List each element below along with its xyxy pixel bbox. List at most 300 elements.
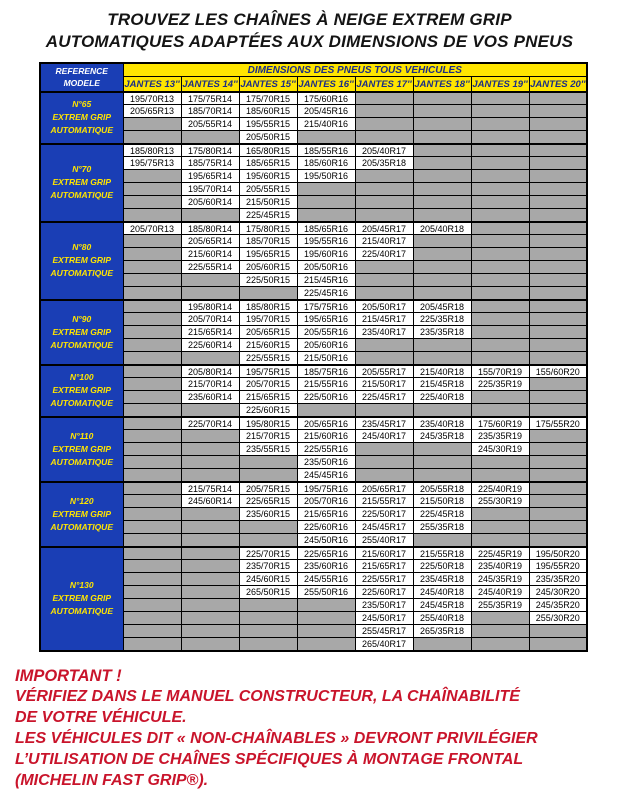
- tire-size-cell: 185/80R13: [123, 144, 181, 157]
- empty-cell: [471, 534, 529, 547]
- tire-size-cell: 215/70R14: [181, 378, 239, 391]
- empty-cell: [123, 586, 181, 599]
- table-row: [40, 196, 587, 209]
- tire-size-cell: 205/65R15: [239, 326, 297, 339]
- empty-cell: [239, 469, 297, 482]
- notice-line: VÉRIFIEZ DANS LE MANUEL CONSTRUCTEUR, LA CHAÎNABILITÉ: [15, 688, 520, 706]
- empty-cell: [529, 391, 587, 404]
- empty-cell: [181, 612, 239, 625]
- empty-cell: [297, 638, 355, 651]
- empty-cell: [355, 170, 413, 183]
- tire-size-cell: 215/50R16: [297, 352, 355, 365]
- empty-cell: [471, 274, 529, 287]
- empty-cell: [471, 638, 529, 651]
- tire-size-cell: 205/55R17: [355, 365, 413, 378]
- empty-cell: [529, 638, 587, 651]
- tire-size-cell: 155/70R19: [471, 365, 529, 378]
- tire-size-cell: 235/40R18: [413, 417, 471, 430]
- tire-size-cell: 215/70R15: [239, 430, 297, 443]
- empty-cell: [471, 157, 529, 170]
- empty-cell: [239, 599, 297, 612]
- empty-cell: [529, 248, 587, 261]
- empty-cell: [239, 625, 297, 638]
- tire-size-cell: 205/65R16: [297, 417, 355, 430]
- tire-size-cell: 185/65R16: [297, 222, 355, 235]
- table-body: [40, 92, 587, 651]
- tire-size-cell: 215/50R17: [355, 378, 413, 391]
- empty-cell: [471, 248, 529, 261]
- tire-size-cell: 245/30R19: [471, 443, 529, 456]
- table-row: [40, 625, 587, 638]
- table-row: [40, 560, 587, 573]
- tire-size-cell: 225/40R17: [355, 248, 413, 261]
- notice-line: L’UTILISATION DE CHAÎNES SPÉCIFIQUES À MONTAGE FRONTAL: [15, 750, 524, 768]
- table-row: [40, 118, 587, 131]
- empty-cell: [529, 287, 587, 300]
- tire-size-cell: 255/35R19: [471, 599, 529, 612]
- tire-size-cell: 225/70R15: [239, 547, 297, 560]
- tire-size-cell: 185/75R14: [181, 157, 239, 170]
- empty-cell: [123, 534, 181, 547]
- empty-cell: [413, 287, 471, 300]
- empty-cell: [529, 183, 587, 196]
- tire-size-cell: 205/40R18: [413, 222, 471, 235]
- empty-cell: [529, 222, 587, 235]
- tire-size-cell: 205/50R17: [355, 300, 413, 313]
- empty-cell: [297, 131, 355, 144]
- notice-line: LES VÉHICULES DIT « NON-CHAÎNABLES » DEVRONT PRIVILÉGIER: [15, 729, 538, 747]
- empty-cell: [123, 183, 181, 196]
- empty-cell: [355, 404, 413, 417]
- tire-size-cell: 195/50R16: [297, 170, 355, 183]
- tire-size-cell: 205/70R14: [181, 313, 239, 326]
- column-header: JANTES 20'': [529, 77, 587, 92]
- empty-cell: [413, 404, 471, 417]
- empty-cell: [355, 352, 413, 365]
- tire-size-cell: 245/50R17: [355, 612, 413, 625]
- important-notice: [15, 666, 619, 791]
- tire-size-cell: 225/55R17: [355, 573, 413, 586]
- empty-cell: [181, 274, 239, 287]
- tire-size-cell: 205/75R15: [239, 482, 297, 495]
- empty-cell: [355, 105, 413, 118]
- tire-size-cell: 205/70R15: [239, 378, 297, 391]
- tire-size-cell: 225/65R15: [239, 495, 297, 508]
- tire-size-cell: 215/40R17: [355, 235, 413, 248]
- tire-size-cell: 175/60R19: [471, 417, 529, 430]
- tire-size-cell: 195/75R13: [123, 157, 181, 170]
- empty-cell: [529, 378, 587, 391]
- tire-size-cell: 215/60R14: [181, 248, 239, 261]
- table-row: [40, 469, 587, 482]
- table-row: [40, 612, 587, 625]
- empty-cell: [239, 521, 297, 534]
- empty-cell: [471, 261, 529, 274]
- table-row: [40, 521, 587, 534]
- tire-size-cell: 235/35R19: [471, 430, 529, 443]
- empty-cell: [123, 313, 181, 326]
- model-label-line: EXTREM GRIP: [52, 326, 112, 337]
- notice-line: DE VOTRE VÉHICULE.: [15, 709, 187, 727]
- empty-cell: [123, 326, 181, 339]
- tire-size-cell: 225/50R15: [239, 274, 297, 287]
- table-row: [40, 105, 587, 118]
- empty-cell: [471, 209, 529, 222]
- tire-size-cell: 225/40R18: [413, 391, 471, 404]
- empty-cell: [413, 157, 471, 170]
- table-row: [40, 534, 587, 547]
- table-row: [40, 326, 587, 339]
- tire-size-cell: 245/55R16: [297, 573, 355, 586]
- empty-cell: [123, 404, 181, 417]
- tire-size-cell: 225/65R16: [297, 547, 355, 560]
- tire-size-cell: 215/60R15: [239, 339, 297, 352]
- model-label-line: EXTREM GRIP: [52, 177, 112, 188]
- empty-cell: [355, 443, 413, 456]
- empty-cell: [123, 456, 181, 469]
- empty-cell: [529, 495, 587, 508]
- empty-cell: [123, 573, 181, 586]
- tire-size-cell: 205/55R15: [239, 183, 297, 196]
- empty-cell: [471, 196, 529, 209]
- table-row: [40, 144, 587, 157]
- empty-cell: [123, 196, 181, 209]
- model-label: [40, 300, 123, 365]
- model-label: [40, 222, 123, 300]
- empty-cell: [529, 235, 587, 248]
- page-title-line2: AUTOMATIQUES ADAPTÉES AUX DIMENSIONS DE VOS PNEUS: [45, 32, 574, 52]
- tire-size-cell: 225/60R15: [239, 404, 297, 417]
- tire-size-cell: 235/50R16: [297, 456, 355, 469]
- tire-size-cell: 225/60R16: [297, 521, 355, 534]
- tire-size-cell: 205/60R16: [297, 339, 355, 352]
- empty-cell: [297, 404, 355, 417]
- empty-cell: [529, 625, 587, 638]
- empty-cell: [355, 183, 413, 196]
- notice-line: (MICHELIN FAST GRIP®).: [15, 771, 209, 789]
- tire-size-cell: 195/70R13: [123, 92, 181, 105]
- model-label: [40, 417, 123, 482]
- empty-cell: [413, 196, 471, 209]
- table-row: [40, 170, 587, 183]
- tire-size-cell: 245/60R15: [239, 573, 297, 586]
- empty-cell: [181, 287, 239, 300]
- tire-size-cell: 195/75R16: [297, 482, 355, 495]
- table-row: [40, 183, 587, 196]
- empty-cell: [529, 508, 587, 521]
- empty-cell: [529, 404, 587, 417]
- model-label-line: N°130: [69, 580, 94, 591]
- tire-size-cell: 185/65R15: [239, 157, 297, 170]
- table-row: [40, 586, 587, 599]
- tire-size-cell: 195/60R15: [239, 170, 297, 183]
- tire-size-cell: 175/75R14: [181, 92, 239, 105]
- table-row: [40, 599, 587, 612]
- model-label: [40, 365, 123, 417]
- tire-size-cell: 185/60R15: [239, 105, 297, 118]
- tire-size-cell: 205/65R13: [123, 105, 181, 118]
- model-label-line: N°70: [72, 164, 92, 175]
- empty-cell: [471, 222, 529, 235]
- empty-cell: [355, 118, 413, 131]
- model-label-line: AUTOMATIQUE: [50, 339, 113, 350]
- empty-cell: [123, 274, 181, 287]
- table-row: [40, 209, 587, 222]
- table-row: [40, 157, 587, 170]
- tire-size-cell: 185/70R14: [181, 105, 239, 118]
- tire-size-cell: 195/80R15: [239, 417, 297, 430]
- tire-size-cell: 245/40R19: [471, 586, 529, 599]
- table-row: [40, 248, 587, 261]
- model-label-line: N°110: [70, 430, 94, 441]
- empty-cell: [471, 300, 529, 313]
- tire-size-cell: 175/55R20: [529, 417, 587, 430]
- empty-cell: [529, 196, 587, 209]
- empty-cell: [355, 274, 413, 287]
- empty-cell: [471, 339, 529, 352]
- tire-size-cell: 185/70R15: [239, 235, 297, 248]
- page-title: [0, 0, 619, 54]
- tire-size-cell: 165/80R15: [239, 144, 297, 157]
- tire-size-cell: 215/45R18: [413, 378, 471, 391]
- tire-size-cell: 225/55R14: [181, 261, 239, 274]
- tire-size-cell: 195/55R15: [239, 118, 297, 131]
- table-row: [40, 456, 587, 469]
- empty-cell: [123, 287, 181, 300]
- empty-cell: [471, 469, 529, 482]
- column-header: JANTES 14'': [181, 77, 239, 92]
- empty-cell: [471, 313, 529, 326]
- tire-size-cell: 195/70R14: [181, 183, 239, 196]
- empty-cell: [529, 118, 587, 131]
- table-row: [40, 313, 587, 326]
- tire-size-cell: 215/50R18: [413, 495, 471, 508]
- tire-size-cell: 225/35R19: [471, 378, 529, 391]
- empty-cell: [123, 638, 181, 651]
- empty-cell: [471, 105, 529, 118]
- tire-size-cell: 205/40R17: [355, 144, 413, 157]
- table-row: [40, 300, 587, 313]
- empty-cell: [355, 209, 413, 222]
- empty-cell: [123, 625, 181, 638]
- page-title-line1: TROUVEZ LES CHAÎNES À NEIGE EXTREM GRIP: [107, 10, 512, 29]
- tire-size-cell: 235/70R15: [239, 560, 297, 573]
- empty-cell: [529, 352, 587, 365]
- model-label-line: EXTREM GRIP: [52, 385, 112, 396]
- tire-size-cell: 245/45R16: [297, 469, 355, 482]
- model-label-line: EXTREM GRIP: [52, 508, 112, 519]
- tire-size-cell: 205/55R16: [297, 326, 355, 339]
- tire-size-cell: 155/60R20: [529, 365, 587, 378]
- empty-cell: [413, 170, 471, 183]
- tire-size-cell: 265/50R15: [239, 586, 297, 599]
- tire-size-cell: 235/40R17: [355, 326, 413, 339]
- model-label-line: N°120: [69, 495, 94, 506]
- tire-size-cell: 225/60R14: [181, 339, 239, 352]
- empty-cell: [413, 118, 471, 131]
- empty-cell: [471, 521, 529, 534]
- tire-size-cell: 235/45R18: [413, 573, 471, 586]
- empty-cell: [123, 417, 181, 430]
- model-label-line: EXTREM GRIP: [52, 443, 112, 454]
- empty-cell: [529, 300, 587, 313]
- empty-cell: [123, 391, 181, 404]
- empty-cell: [181, 560, 239, 573]
- empty-cell: [413, 261, 471, 274]
- empty-cell: [297, 599, 355, 612]
- tire-size-cell: 215/65R14: [181, 326, 239, 339]
- tire-size-cell: 215/55R18: [413, 547, 471, 560]
- table-row: [40, 573, 587, 586]
- table-row: [40, 287, 587, 300]
- empty-cell: [181, 508, 239, 521]
- model-label-line: AUTOMATIQUE: [50, 398, 113, 409]
- empty-cell: [123, 235, 181, 248]
- empty-cell: [529, 326, 587, 339]
- empty-cell: [529, 430, 587, 443]
- tire-size-cell: 245/35R19: [471, 573, 529, 586]
- tire-size-cell: 205/45R16: [297, 105, 355, 118]
- empty-cell: [413, 274, 471, 287]
- tire-size-cell: 255/40R17: [355, 534, 413, 547]
- tire-size-cell: 225/50R16: [297, 391, 355, 404]
- empty-cell: [471, 326, 529, 339]
- table-row: [40, 404, 587, 417]
- table-row: [40, 365, 587, 378]
- tire-size-cell: 175/60R16: [297, 92, 355, 105]
- tire-size-cell: 195/50R20: [529, 547, 587, 560]
- tire-size-cell: 175/75R16: [297, 300, 355, 313]
- tire-size-cell: 215/65R15: [239, 391, 297, 404]
- empty-cell: [123, 378, 181, 391]
- empty-cell: [239, 287, 297, 300]
- tire-size-cell: 245/35R20: [529, 599, 587, 612]
- table-row: [40, 508, 587, 521]
- empty-cell: [123, 560, 181, 573]
- empty-cell: [181, 131, 239, 144]
- empty-cell: [471, 170, 529, 183]
- empty-cell: [181, 430, 239, 443]
- empty-cell: [239, 534, 297, 547]
- empty-cell: [413, 92, 471, 105]
- tire-size-cell: 185/80R14: [181, 222, 239, 235]
- table-row: [40, 430, 587, 443]
- tire-size-cell: 215/45R16: [297, 274, 355, 287]
- tire-size-cell: 215/75R14: [181, 482, 239, 495]
- table-row: [40, 638, 587, 651]
- empty-cell: [529, 261, 587, 274]
- column-header: JANTES 19'': [471, 77, 529, 92]
- tire-size-cell: 215/40R18: [413, 365, 471, 378]
- table-row: [40, 131, 587, 144]
- tire-size-cell: 195/60R16: [297, 248, 355, 261]
- empty-cell: [123, 430, 181, 443]
- tire-size-cell: 215/55R17: [355, 495, 413, 508]
- empty-cell: [123, 118, 181, 131]
- empty-cell: [529, 521, 587, 534]
- empty-cell: [123, 365, 181, 378]
- empty-cell: [413, 209, 471, 222]
- model-label: [40, 144, 123, 222]
- model-label-line: AUTOMATIQUE: [50, 521, 113, 532]
- tire-size-cell: 235/60R16: [297, 560, 355, 573]
- model-label-line: N°90: [72, 313, 92, 324]
- empty-cell: [297, 625, 355, 638]
- empty-cell: [123, 261, 181, 274]
- table-row: [40, 339, 587, 352]
- tire-size-cell: 265/35R18: [413, 625, 471, 638]
- tire-size-cell: 255/30R19: [471, 495, 529, 508]
- model-label-line: EXTREM GRIP: [52, 112, 112, 123]
- tire-size-cell: 215/65R17: [355, 560, 413, 573]
- table-row: [40, 352, 587, 365]
- modele-label: MODELE: [63, 78, 100, 89]
- empty-cell: [181, 547, 239, 560]
- empty-cell: [413, 105, 471, 118]
- tire-size-cell: 245/50R16: [297, 534, 355, 547]
- empty-cell: [529, 170, 587, 183]
- empty-cell: [181, 586, 239, 599]
- empty-cell: [529, 443, 587, 456]
- model-label-line: AUTOMATIQUE: [50, 125, 113, 136]
- tire-size-cell: 205/45R17: [355, 222, 413, 235]
- empty-cell: [123, 300, 181, 313]
- tire-size-cell: 195/65R14: [181, 170, 239, 183]
- table-row: [40, 235, 587, 248]
- tire-size-cell: 195/65R16: [297, 313, 355, 326]
- empty-cell: [529, 144, 587, 157]
- empty-cell: [297, 196, 355, 209]
- empty-cell: [413, 534, 471, 547]
- tire-size-cell: 205/60R15: [239, 261, 297, 274]
- tire-size-cell: 225/50R18: [413, 560, 471, 573]
- tire-size-cell: 255/30R20: [529, 612, 587, 625]
- empty-cell: [413, 339, 471, 352]
- table-row: [40, 222, 587, 235]
- empty-cell: [123, 170, 181, 183]
- empty-cell: [413, 144, 471, 157]
- empty-cell: [529, 534, 587, 547]
- empty-cell: [181, 443, 239, 456]
- empty-cell: [471, 118, 529, 131]
- empty-cell: [529, 339, 587, 352]
- empty-cell: [413, 469, 471, 482]
- empty-cell: [355, 469, 413, 482]
- tire-size-cell: 205/50R15: [239, 131, 297, 144]
- empty-cell: [471, 456, 529, 469]
- tire-size-cell: 235/35R18: [413, 326, 471, 339]
- empty-cell: [181, 456, 239, 469]
- empty-cell: [471, 235, 529, 248]
- empty-cell: [529, 105, 587, 118]
- tire-size-cell: 195/65R15: [239, 248, 297, 261]
- model-label-line: EXTREM GRIP: [52, 593, 112, 604]
- empty-cell: [471, 183, 529, 196]
- empty-cell: [181, 521, 239, 534]
- tire-size-cell: 205/65R14: [181, 235, 239, 248]
- tire-size-cell: 235/50R17: [355, 599, 413, 612]
- model-label-line: EXTREM GRIP: [52, 255, 112, 266]
- empty-cell: [297, 183, 355, 196]
- tire-dimensions-table: [39, 62, 588, 652]
- tire-size-cell: 205/80R14: [181, 365, 239, 378]
- tire-size-cell: 225/60R17: [355, 586, 413, 599]
- empty-cell: [413, 235, 471, 248]
- column-header: JANTES 15'': [239, 77, 297, 92]
- tire-size-cell: 195/70R15: [239, 313, 297, 326]
- tire-size-cell: 255/45R17: [355, 625, 413, 638]
- tire-size-cell: 205/55R18: [413, 482, 471, 495]
